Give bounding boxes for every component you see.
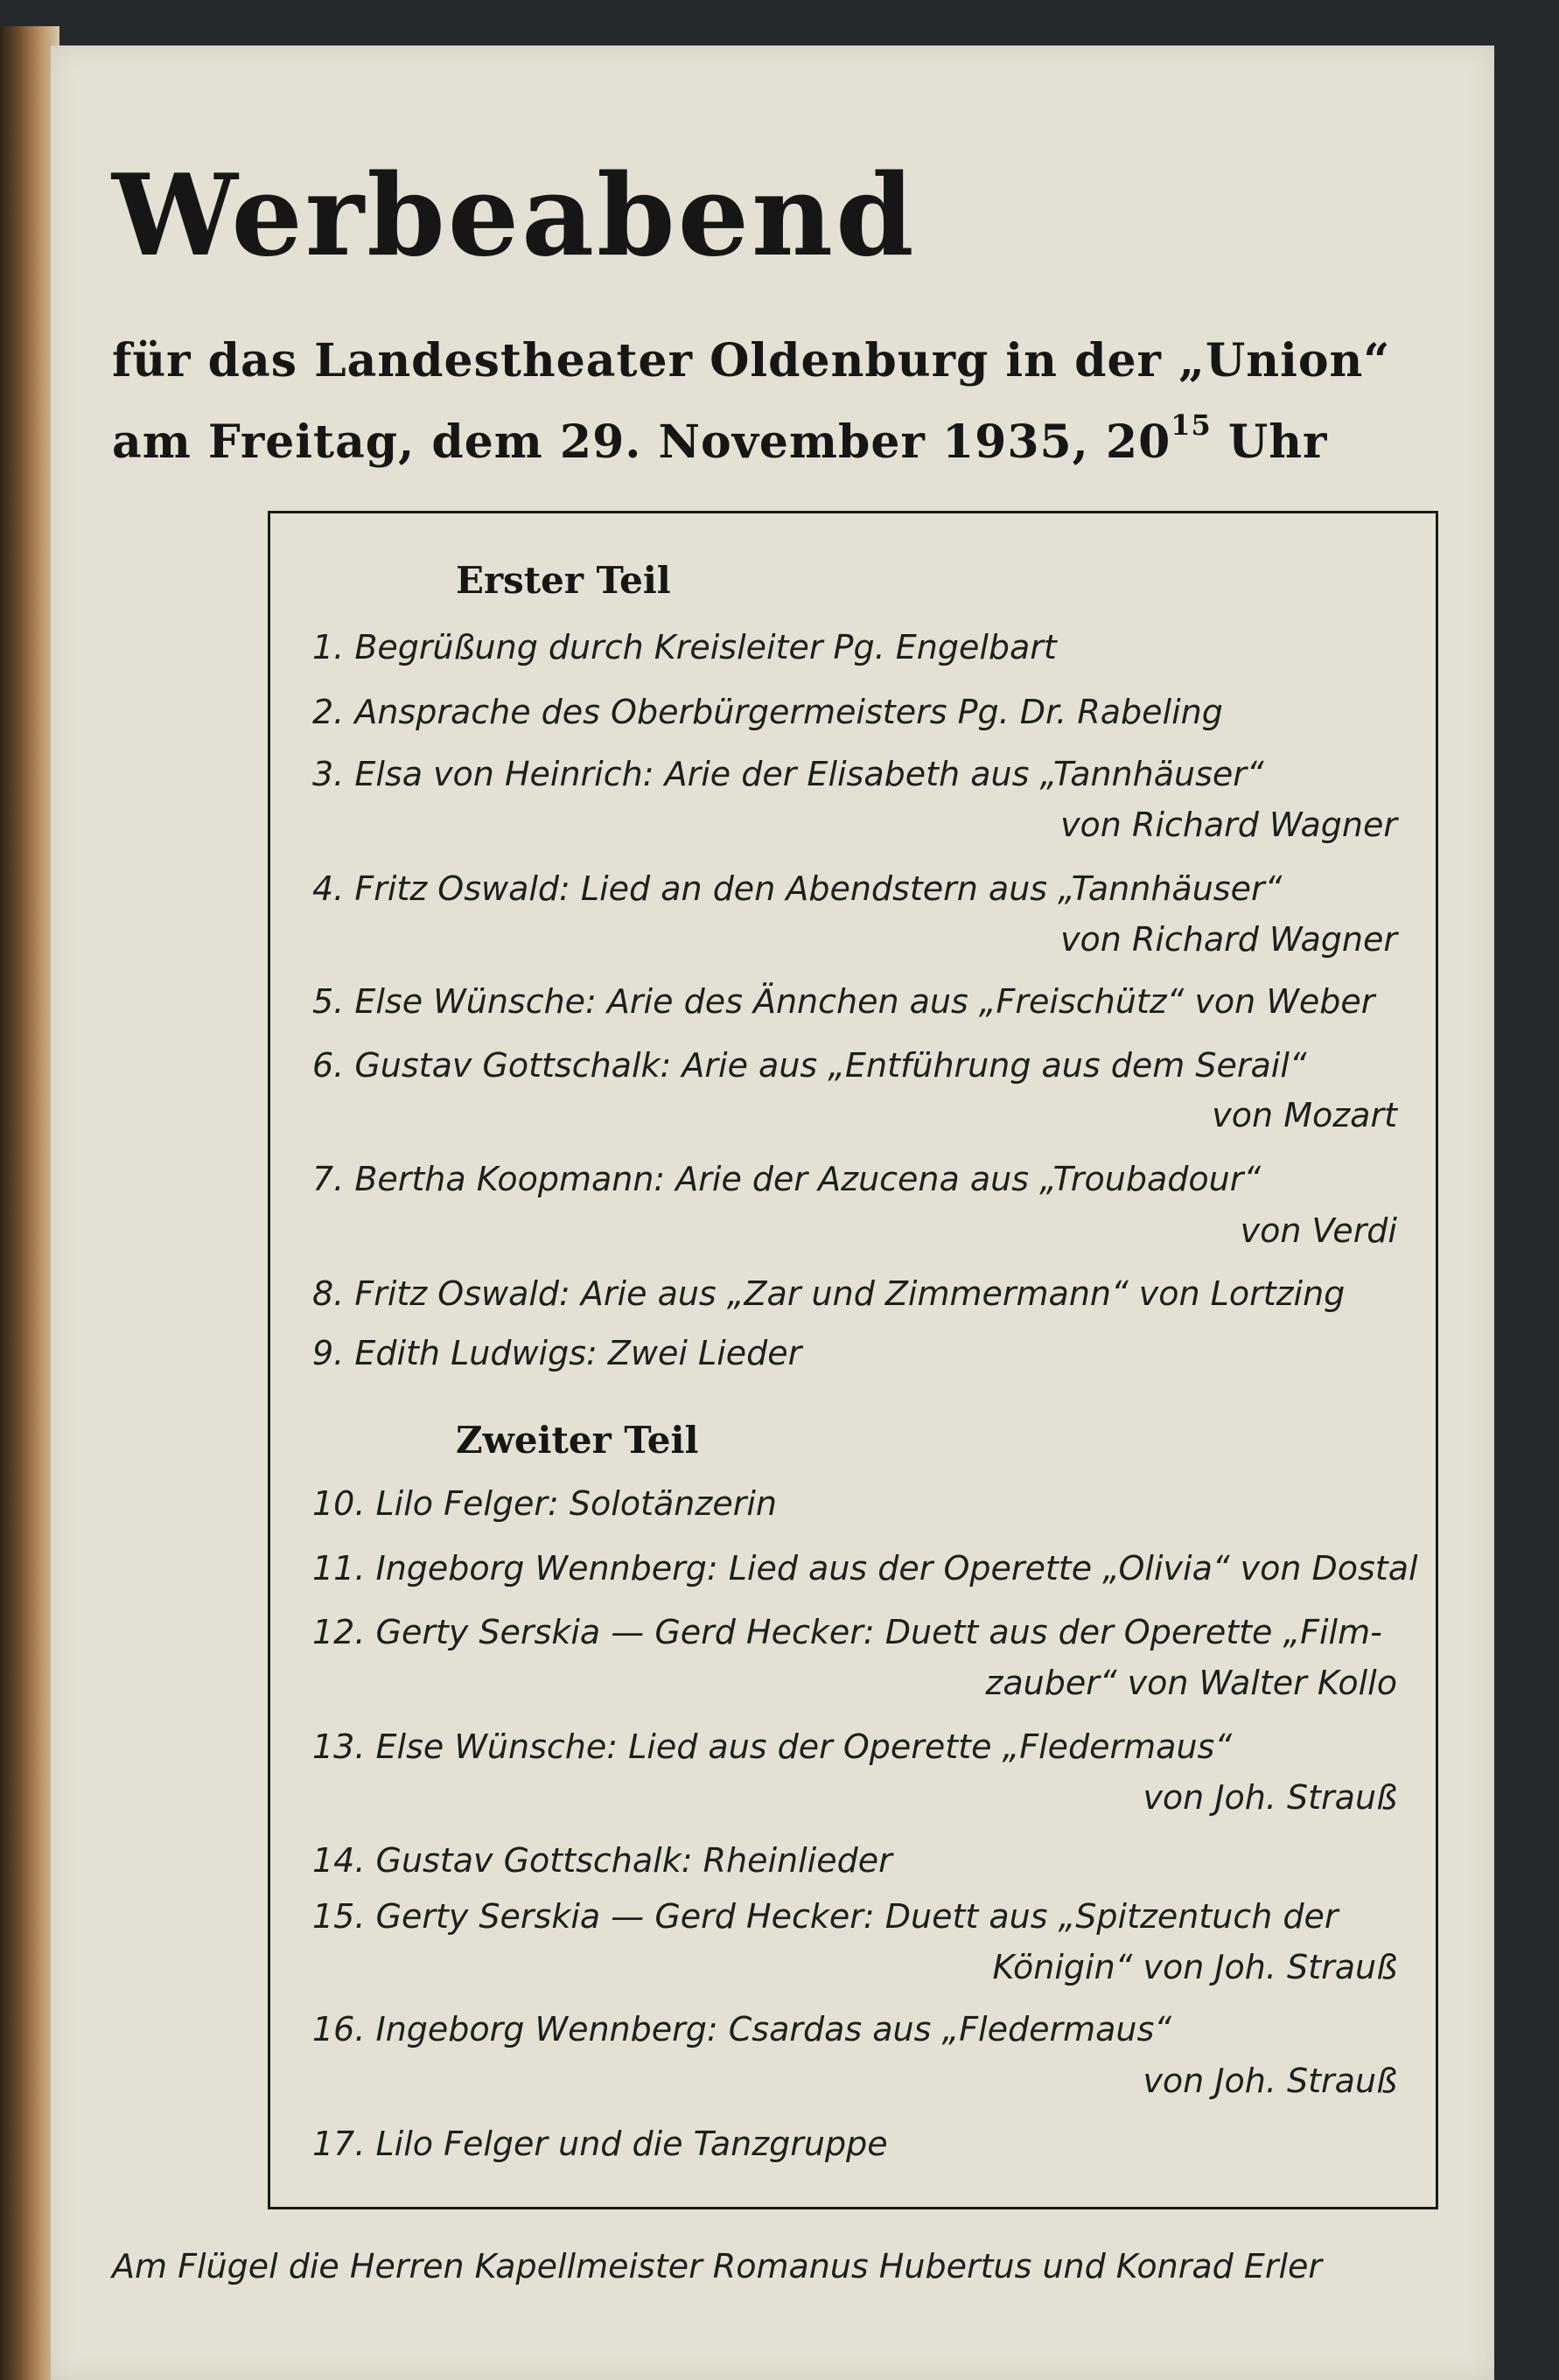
program-line: 13. Else Wünsche: Lied aus der Operette „Fledermaus“ <box>312 1727 1233 1766</box>
program-line: 15. Gerty Serskia — Gerd Hecker: Duett aus „Spitzentuch der <box>312 1897 1339 1936</box>
program-line: 7. Bertha Koopmann: Arie der Azucena aus „Troubadour“ <box>312 1160 1262 1198</box>
program-line-composer: von Joh. Strauß <box>1143 1778 1397 1817</box>
program-line-composer: von Verdi <box>1240 1211 1397 1250</box>
program-line: 3. Elsa von Heinrich: Arie der Elisabeth aus „Tannhäuser“ <box>312 755 1264 793</box>
event-date <box>112 408 1327 469</box>
program-line: 11. Ingeborg Wennberg: Lied aus der Operette „Olivia“ von Dostal <box>312 1549 1418 1588</box>
part2-title: Zweiter Teil <box>456 1419 699 1462</box>
event-date-text: am Freitag, dem 29. November 1935, 20 <box>112 415 1171 469</box>
program-line-composer: zauber“ von Walter Kollo <box>985 1664 1397 1702</box>
program-line-composer: von Richard Wagner <box>1060 806 1397 844</box>
program-line: 9. Edith Ludwigs: Zwei Lieder <box>312 1334 802 1372</box>
event-time-suffix: Uhr <box>1211 415 1328 469</box>
program-line: 2. Ansprache des Oberbürgermeisters Pg. Dr. Rabeling <box>312 693 1223 731</box>
event-venue: für das Landestheater Oldenburg in der „Union“ <box>112 334 1391 387</box>
program-line: 4. Fritz Oswald: Lied an den Abendstern aus „Tannhäuser“ <box>312 869 1283 908</box>
program-line: 16. Ingeborg Wennberg: Csardas aus „Fledermaus“ <box>312 2010 1171 2048</box>
part1-title: Erster Teil <box>456 559 671 602</box>
event-time-minutes: 15 <box>1171 408 1212 442</box>
page-title: Werbeabend <box>112 150 917 282</box>
program-box <box>268 511 1438 2209</box>
program-line-composer: von Mozart <box>1212 1096 1397 1134</box>
program-page <box>51 45 1494 2380</box>
program-line: 5. Else Wünsche: Arie des Ännchen aus „Freischütz“ von Weber <box>312 982 1375 1021</box>
program-line: 12. Gerty Serskia — Gerd Hecker: Duett aus der Operette „Film- <box>312 1613 1382 1651</box>
program-line: 10. Lilo Felger: Solotänzerin <box>312 1484 777 1523</box>
program-line-composer: Königin“ von Joh. Strauß <box>992 1948 1397 1986</box>
program-line-composer: von Richard Wagner <box>1060 920 1397 959</box>
program-line: 1. Begrüßung durch Kreisleiter Pg. Engelbart <box>312 628 1057 667</box>
footer-note: Am Flügel die Herren Kapellmeister Romanus Hubertus und Konrad Erler <box>112 2247 1323 2286</box>
program-line: 8. Fritz Oswald: Arie aus „Zar und Zimmermann“ von Lortzing <box>312 1274 1346 1313</box>
program-line: 14. Gustav Gottschalk: Rheinlieder <box>312 1841 892 1880</box>
program-line-composer: von Joh. Strauß <box>1143 2062 1397 2100</box>
program-line: 17. Lilo Felger und die Tanzgruppe <box>312 2125 888 2163</box>
program-line: 6. Gustav Gottschalk: Arie aus „Entführung aus dem Serail“ <box>312 1046 1307 1085</box>
